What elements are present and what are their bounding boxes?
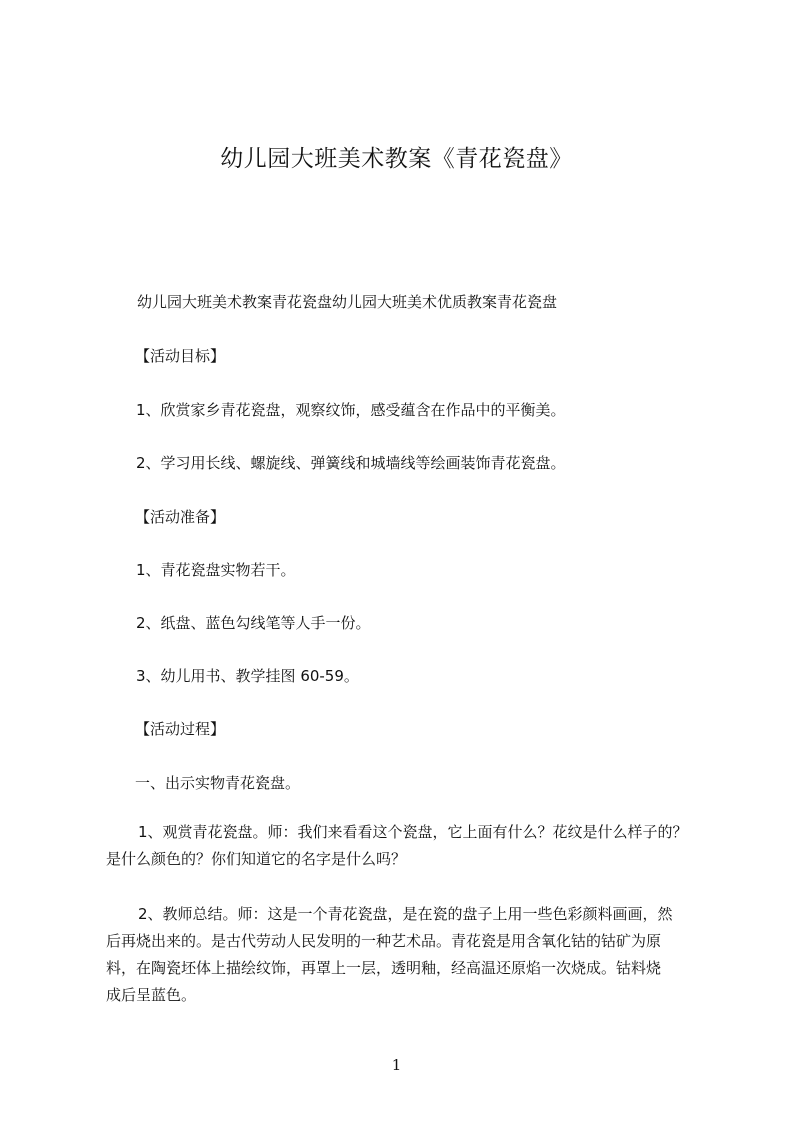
goal-item-2: 2、学习用长线、螺旋线、弹簧线和城墙线等绘画装饰青花瓷盘。 bbox=[136, 454, 566, 472]
document-title: 幼儿园大班美术教案《青花瓷盘》 bbox=[220, 146, 573, 172]
section-heading-preparation: 【活动准备】 bbox=[135, 508, 226, 526]
section-heading-goals: 【活动目标】 bbox=[135, 347, 226, 365]
page-number: 1 bbox=[391, 1056, 402, 1074]
paragraph-line: 后再烧出来的。是古代劳动人民发明的一种艺术品。青花瓷是用含氧化钴的钴矿为原 bbox=[106, 932, 662, 950]
paragraph-line: 2、教师总结。师：这是一个青花瓷盘，是在瓷的盘子上用一些色彩颜料画画，然 bbox=[138, 905, 673, 923]
paragraph-line: 是什么颜色的？你们知道它的名字是什么吗？ bbox=[106, 850, 407, 868]
intro-line: 幼儿园大班美术教案青花瓷盘幼儿园大班美术优质教案青花瓷盘 bbox=[137, 293, 558, 311]
paragraph-observe bbox=[106, 819, 688, 873]
process-step-1: 一、出示实物青花瓷盘。 bbox=[135, 774, 301, 792]
preparation-item-1: 1、青花瓷盘实物若干。 bbox=[136, 561, 296, 579]
goal-item-1: 1、欣赏家乡青花瓷盘，观察纹饰，感受蕴含在作品中的平衡美。 bbox=[136, 401, 566, 419]
paragraph-line: 1、观赏青花瓷盘。师：我们来看看这个瓷盘，它上面有什么？花纹是什么样子的？ bbox=[138, 823, 688, 841]
section-heading-process: 【活动过程】 bbox=[135, 720, 226, 738]
paragraph-line: 成后呈蓝色。 bbox=[106, 986, 197, 1004]
paragraph-summary bbox=[106, 901, 673, 1009]
preparation-item-2: 2、纸盘、蓝色勾线笔等人手一份。 bbox=[136, 614, 371, 632]
preparation-item-3: 3、幼儿用书、教学挂图 60-59。 bbox=[136, 667, 359, 685]
paragraph-line: 料，在陶瓷坯体上描绘纹饰，再罩上一层，透明釉，经高温还原焰一次烧成。钴料烧 bbox=[106, 959, 662, 977]
